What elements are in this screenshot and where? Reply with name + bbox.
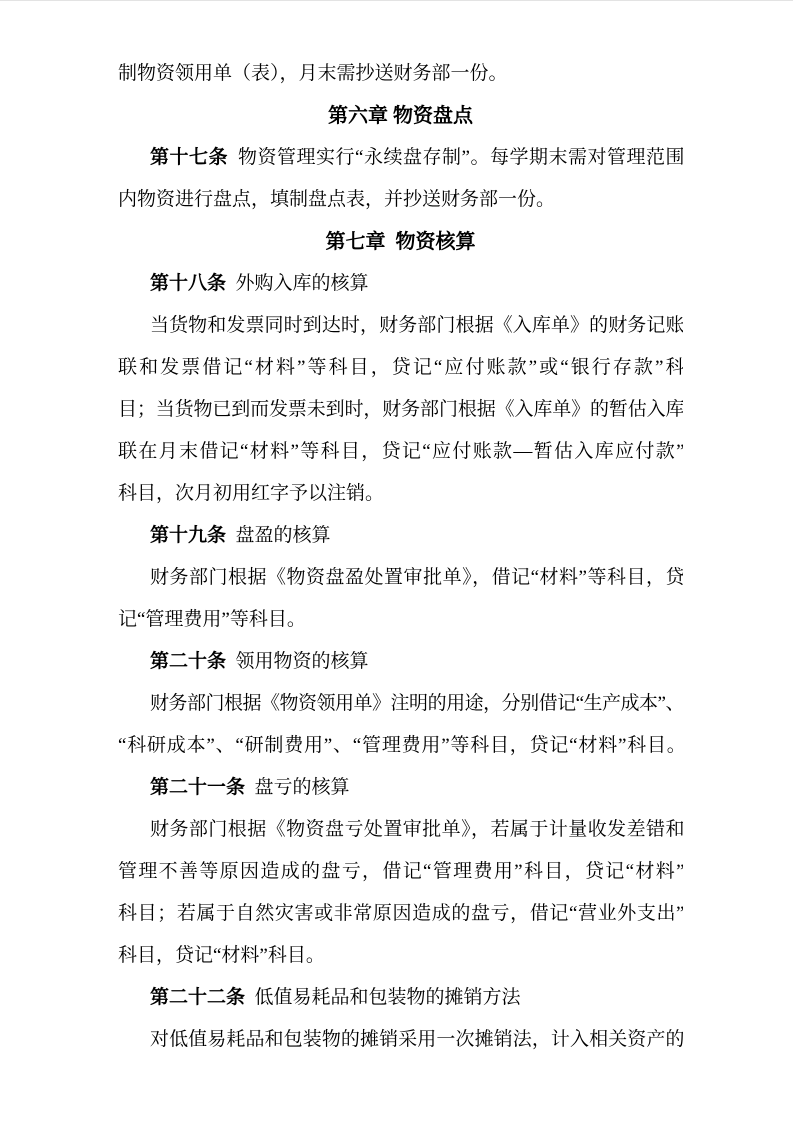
article-number: 第二十二条 bbox=[150, 987, 246, 1008]
article-line: 第十九条 盘盈的核算 bbox=[150, 525, 331, 546]
article-line: 第二十二条 低值易耗品和包装物的摊销方法 bbox=[150, 987, 521, 1008]
text-line: 科目，贷记“材料”科目。 bbox=[118, 945, 325, 966]
text-line: 科目，次月初用红字予以注销。 bbox=[118, 483, 385, 504]
text-line: 财务部门根据《物资盘亏处置审批单》，若属于计量收发差错和 bbox=[150, 819, 683, 840]
chapter-heading: 第六章 物资盘点 bbox=[328, 105, 473, 127]
text-line: 当货物和发票同时到达时，财务部门根据《入库单》的财务记账 bbox=[150, 315, 683, 336]
text-line: 管理不善等原因造成的盘亏，借记“管理费用”科目，贷记“材料” bbox=[118, 861, 683, 882]
text-line: 内物资进行盘点，填制盘点表，并抄送财务部一份。 bbox=[118, 189, 556, 210]
article-number: 第十八条 bbox=[150, 273, 227, 294]
text-line: 制物资领用单（表），月末需抄送财务部一份。 bbox=[118, 63, 508, 84]
text-line: 目；当货物已到而发票未到时，财务部门根据《入库单》的暂估入库 bbox=[118, 399, 683, 420]
article-line: 第十七条 物资管理实行“永续盘存制”。每学期末需对管理范围 bbox=[150, 147, 683, 168]
text-line: 联和发票借记“材料”等科目，贷记“应付账款”或“银行存款”科 bbox=[118, 357, 683, 378]
text-line: 对低值易耗品和包装物的摊销采用一次摊销法，计入相关资产的 bbox=[150, 1029, 683, 1050]
article-number: 第十九条 bbox=[150, 525, 227, 546]
article-line: 第二十一条 盘亏的核算 bbox=[150, 777, 350, 798]
chapter-heading: 第七章 物资核算 bbox=[325, 231, 476, 253]
text-line: 记“管理费用”等科目。 bbox=[118, 609, 306, 630]
article-number: 第二十条 bbox=[150, 651, 227, 672]
text-line: 财务部门根据《物资盘盈处置审批单》，借记“材料”等科目，贷 bbox=[150, 567, 683, 588]
text-line: 科目；若属于自然灾害或非常原因造成的盘亏，借记“营业外支出” bbox=[118, 903, 683, 924]
text-line: 联在月末借记“材料”等科目，贷记“应付账款—暂估入库应付款” bbox=[118, 441, 683, 462]
text-line: 财务部门根据《物资领用单》注明的用途，分别借记“生产成本”、 bbox=[150, 693, 683, 714]
article-line: 第二十条 领用物资的核算 bbox=[150, 651, 369, 672]
text-line: “科研成本”、“研制费用”、“管理费用”等科目，贷记“材料”科目。 bbox=[118, 735, 683, 756]
article-line: 第十八条 外购入库的核算 bbox=[150, 273, 369, 294]
document-body bbox=[118, 53, 683, 1061]
article-number: 第十七条 bbox=[150, 147, 229, 168]
article-number: 第二十一条 bbox=[150, 777, 246, 798]
